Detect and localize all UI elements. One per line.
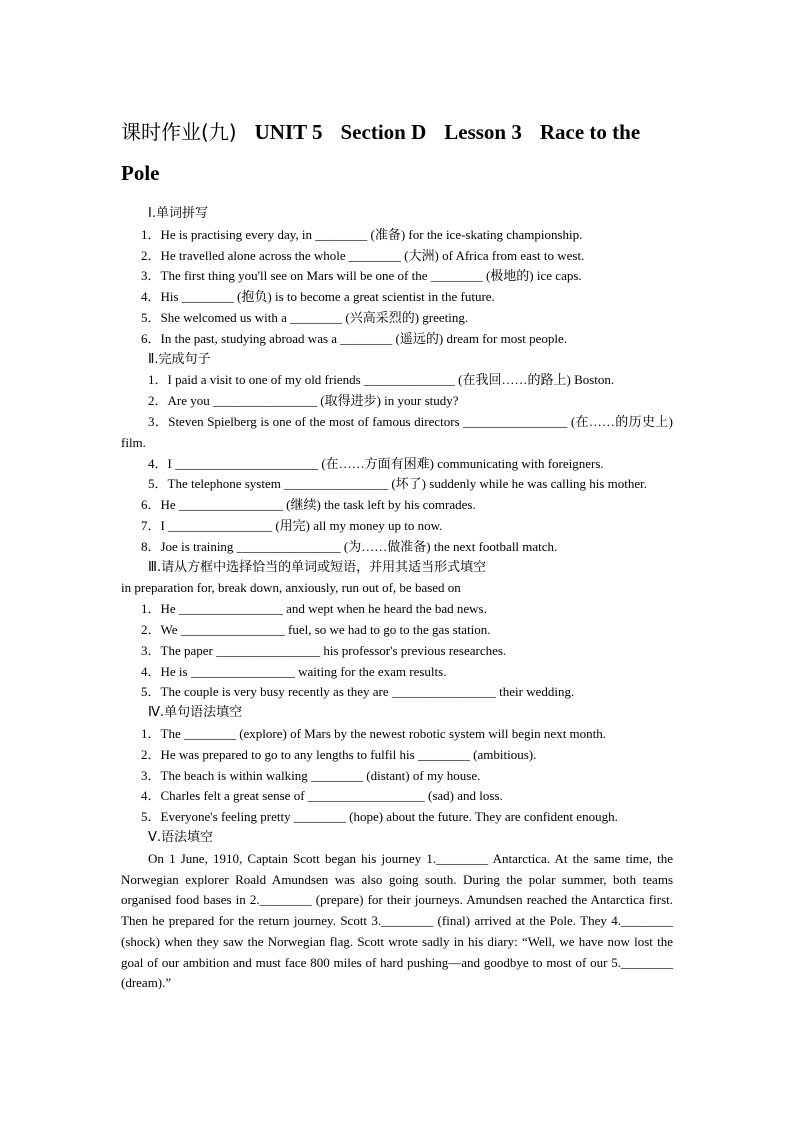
exercise-item: 1．He is practising every day, in ________ (准备) for the ice-skating championship. xyxy=(141,226,583,242)
exercise-item: 2．He travelled alone across the whole ________ (大洲) of Africa from east to west. xyxy=(141,247,585,263)
exercise-item: 1．The ________ (explore) of Mars by the newest robotic system will begin next month. xyxy=(141,725,607,741)
exercise-item: 6．He ________________ (继续) the task left by his comrades. xyxy=(141,497,476,513)
exercise-item: 1．I paid a visit to one of my old friends ______________ (在我回……的路上) Boston. xyxy=(148,372,615,388)
exercise-item: 1．He ________________ and wept when he heard the bad news. xyxy=(141,601,487,617)
section-heading-word-box: Ⅲ.请从方框中选择恰当的单词或短语，并用其适当形式填空 xyxy=(148,559,487,575)
exercise-item: 4．I ______________________ (在……方面有困难) communicating with foreigners. xyxy=(148,455,604,471)
section-heading-grammar-fill: Ⅳ.单句语法填空 xyxy=(148,705,243,721)
title-chinese: 课时作业(九) xyxy=(121,120,237,144)
title-unit: UNIT 5 xyxy=(254,120,323,144)
exercise-item: 3．The first thing you'll see on Mars will be one of the ________ (极地的) ice caps. xyxy=(141,268,582,284)
exercise-item: 5．She welcomed us with a ________ (兴高采烈的) greeting. xyxy=(141,309,469,325)
exercise-item: 2．He was prepared to go to any lengths to fulfil his ________ (ambitious). xyxy=(141,746,537,762)
exercise-item: 4．Charles felt a great sense of __________________ (sad) and loss. xyxy=(141,788,503,804)
exercise-item: 5．The couple is very busy recently as they are ________________ their wedding. xyxy=(141,684,575,700)
exercise-item: 6．In the past, studying abroad was a ________ (遥远的) dream for most people. xyxy=(141,330,568,346)
page-title xyxy=(121,112,673,194)
exercise-item: 2．We ________________ fuel, so we had to go to the gas station. xyxy=(141,621,491,637)
section-heading-sentence-completion: Ⅱ.完成句子 xyxy=(148,351,211,367)
exercise-item: 3．The beach is within walking ________ (distant) of my house. xyxy=(141,767,481,783)
section-heading-vocabulary: Ⅰ.单词拼写 xyxy=(148,206,208,221)
title-topic: Race to the xyxy=(539,120,641,144)
exercise-item: 5．Everyone's feeling pretty ________ (hope) about the future. They are confident enough. xyxy=(141,809,618,825)
exercise-item: 4．His ________ (抱负) is to become a great scientist in the future. xyxy=(141,289,495,305)
exercise-item: 5．The telephone system ________________ (坏了) suddenly while he was calling his mother. xyxy=(148,476,647,492)
exercise-item: 3．Steven Spielberg is one of the most of famous directors ________________ (在……的历史上) film. xyxy=(121,413,673,450)
section-heading-passage-fill: Ⅴ.语法填空 xyxy=(148,829,214,845)
exercise-item: 7．I ________________ (用完) all my money up to now. xyxy=(141,517,443,533)
passage-text: On 1 June, 1910, Captain Scott began his journey 1.________ Antarctica. At the same time, the Norwegian explorer Roald Amundsen was also going south. During the polar summer, both teams organised food bases in 2.________ (prepare) for their journeys. Amundsen reached the Antarctica first. Then he prepared for the return journey. Scott 3.________ (final) arrived at the Pole. They 4.________ (shock) when they saw the Norwegian flag. Scott wrote sadly in his diary: “Well, we have now lost the goal of our ambition and must face 800 miles of hard pushing—and goodbye to most of our 5.________ (dream).” xyxy=(121,850,673,991)
title-section: Section D xyxy=(340,120,427,144)
title-topic-cont: Pole xyxy=(121,161,160,185)
exercise-item: 2．Are you ________________ (取得进步) in your study? xyxy=(148,393,459,409)
exercise-item: 3．The paper ________________ his professor's previous researches. xyxy=(141,642,507,658)
exercise-item: 4．He is ________________ waiting for the exam results. xyxy=(141,663,447,679)
title-lesson: Lesson 3 xyxy=(444,120,522,144)
exercise-item: 8．Joe is training ________________ (为……做准备) the next football match. xyxy=(141,538,558,554)
worksheet-page xyxy=(121,112,673,994)
word-box: in preparation for, break down, anxiously, run out of, be based on xyxy=(121,580,461,596)
